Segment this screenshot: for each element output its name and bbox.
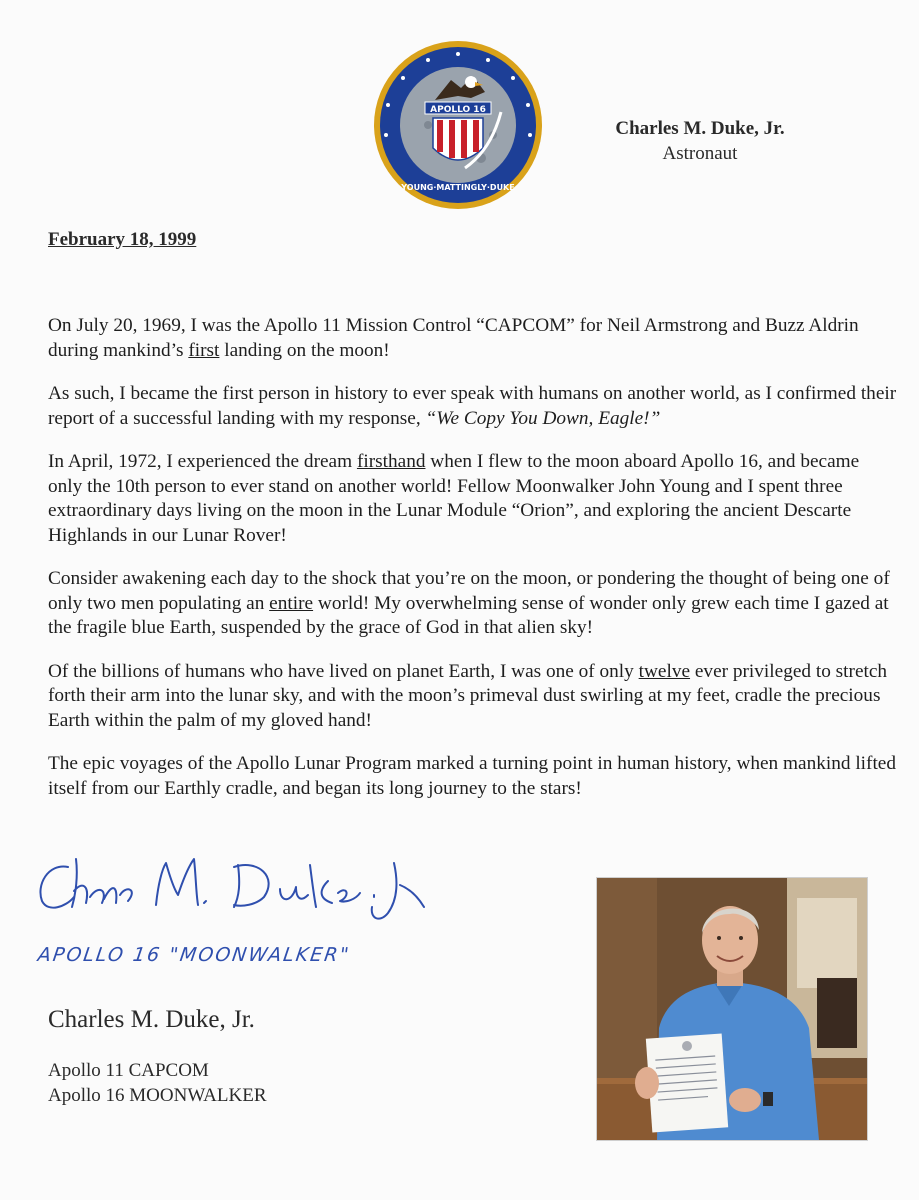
- paragraph-text: On July 20, 1969, I was the Apollo 11 Mission Control “CAPCOM” for Neil Armstrong and Buzz Aldrin during mankind’s: [48, 315, 859, 361]
- underlined-text: twelve: [638, 660, 691, 682]
- paragraph-text: when I flew to the moon aboard Apollo 16, and became only the 10th person to ever stand on another world! Fellow Moonwalker John Young and I spent three extraordinary days living on the moon in the Lunar Module “Orion”, and exploring the ancient Descarte Highlands in our Lunar Rover!: [48, 451, 860, 546]
- underlined-text: first: [188, 339, 220, 361]
- handwritten-signature: [28, 845, 448, 925]
- paragraph-text: landing on the moon!: [219, 339, 390, 361]
- italic-quote: “We Copy You Down, Eagle!”: [425, 407, 661, 429]
- letter-body: [48, 314, 898, 820]
- letterhead-title: Astronaut: [662, 143, 738, 164]
- underlined-text: firsthand: [356, 451, 426, 472]
- letter-date: February 18, 1999: [48, 229, 197, 250]
- paragraph-text: Of the billions of humans who have lived on planet Earth, I was one of only: [48, 660, 639, 682]
- svg-text:APOLLO 16: APOLLO 16: [430, 105, 486, 115]
- paragraph-text: In April, 1972, I experienced the dream: [48, 451, 357, 472]
- svg-text:YOUNG·MATTINGLY·DUKE: YOUNG·MATTINGLY·DUKE: [401, 183, 515, 192]
- letter-paragraph: [48, 752, 898, 801]
- underlined-text: entire: [269, 592, 314, 614]
- apollo-16-patch-icon: [373, 40, 543, 210]
- paragraph-text: ever privileged to stretch forth their arm into the lunar sky, and with the moon’s primeval dust swirling at my feet, cradle the precious Earth within the palm of my gloved hand!: [48, 660, 888, 731]
- signature-lines: [48, 1058, 267, 1108]
- letter-paragraph: [48, 660, 898, 734]
- paragraph-text: As such, I became the first person in history to ever speak with humans on another world, as I confirmed their report of a successful landing with my response,: [48, 383, 897, 429]
- signature-line: Apollo 16 MOONWALKER: [48, 1085, 267, 1106]
- letterhead: [600, 118, 800, 165]
- letter-paragraph: [48, 314, 898, 363]
- letter-paragraph: [48, 567, 898, 641]
- paragraph-text: world! My overwhelming sense of wonder only grew each time I gazed at the fragile blue Earth, suspended by the grace of God in that alien sky!: [48, 592, 889, 638]
- letter-paragraph: [48, 450, 898, 548]
- letter-paragraph: [48, 382, 898, 431]
- letterhead-name: Charles M. Duke, Jr.: [615, 118, 785, 139]
- paragraph-text: The epic voyages of the Apollo Lunar Program marked a turning point in human history, when mankind lifted itself from our Earthly cradle, and began its long journey to the stars!: [48, 753, 897, 799]
- astronaut-holding-letter-photo: [596, 877, 868, 1141]
- paragraph-text: Consider awakening each day to the shock that you’re on the moon, or pondering the thought of being one of only two men populating an: [48, 568, 890, 614]
- handwritten-inscription: APOLLO 16 "MOONWALKER": [36, 944, 352, 966]
- signature-name: Charles M. Duke, Jr.: [48, 1006, 255, 1033]
- signature-line: Apollo 11 CAPCOM: [48, 1060, 209, 1081]
